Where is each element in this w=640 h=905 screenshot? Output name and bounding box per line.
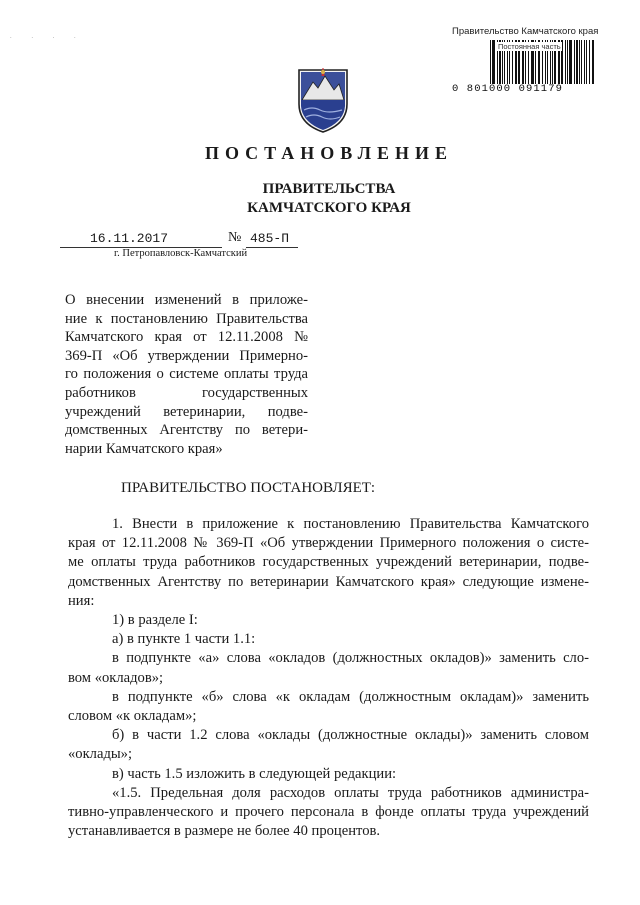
subject-line: О внесении изменений в приложе- — [65, 292, 308, 308]
document-subject — [65, 291, 308, 458]
body-line: а) в пункте 1 части 1.1: — [112, 631, 256, 648]
date-field — [60, 231, 222, 248]
document-number: 485-П — [250, 231, 290, 246]
body-line: «оклады»; — [68, 746, 133, 763]
body-line: 1. Внести в приложение к постановлению Правительства Камчатского — [112, 516, 589, 532]
subject-line: ние к постановлению Правительства — [65, 310, 308, 327]
government-line-1: ПРАВИТЕЛЬСТВА — [262, 181, 396, 197]
barcode-number: 0 801000 091179 — [452, 83, 564, 95]
body-line: в подпункте «а» слова «окладов (должностных окладов)» заменить сло- — [112, 650, 589, 667]
subject-line: учреждений ветеринарии, подве- — [65, 403, 308, 420]
body-line: в) часть 1.5 изложить в следующей редакции: — [112, 765, 397, 782]
subject-line: работников государственных — [65, 384, 308, 401]
scan-specks: . . . . — [10, 34, 85, 40]
subject-line: домственных Агентству по ветери- — [65, 422, 308, 439]
barcode-part-label: Постоянная часть — [498, 42, 561, 51]
kamchatka-coat-of-arms-icon — [296, 64, 350, 134]
body-line: домственных Агентству по ветеринарии Камчатского края» следующие измене- — [68, 573, 589, 590]
body-line: словом «к окладам»; — [68, 708, 197, 725]
barcode-organization: Правительство Камчатского края — [452, 26, 599, 37]
body-line: края от 12.11.2008 № 369-П «Об утверждении Примерного положения о систе- — [68, 535, 589, 552]
body-line: ме оплаты труда работников государственных учреждений ветеринарии, подве- — [68, 554, 589, 571]
subject-line: Камчатского края от 12.11.2008 № — [65, 329, 308, 346]
body-line: вом «окладов»; — [68, 669, 164, 686]
body-line: ния: — [68, 592, 95, 609]
body-line: в подпункте «б» слова «к окладам (должностным окладам)» заменить — [112, 688, 589, 705]
subject-line: 369-П «Об утверждении Примерно- — [65, 347, 308, 364]
document-title: ПОСТАНОВЛЕНИЕ — [204, 143, 454, 163]
body-line: «1.5. Предельная доля расходов оплаты труда работников администра- — [112, 784, 589, 801]
body-line: тивно-управленческого и прочего персонала в фонде оплаты труда учреждений — [68, 804, 589, 821]
body-line: б) в части 1.2 слова «оклады (должностные оклады)» заменить словом — [112, 727, 589, 744]
resolution-heading: ПРАВИТЕЛЬСТВО ПОСТАНОВЛЯЕТ: — [121, 480, 376, 496]
number-label: № — [228, 230, 242, 245]
document-body — [68, 515, 589, 841]
government-line-2: КАМЧАТСКОГО КРАЯ — [247, 200, 411, 216]
body-line: 1) в разделе I: — [112, 612, 198, 629]
subject-line: го положения о системе оплаты труда — [65, 366, 308, 383]
body-line: устанавливается в размере не более 40 процентов. — [68, 823, 381, 840]
document-date: 16.11.2017 — [90, 231, 169, 246]
number-field — [246, 231, 298, 248]
subject-line: нарии Камчатского края» — [65, 440, 223, 457]
city: г. Петропавловск-Камчатский — [114, 248, 248, 259]
